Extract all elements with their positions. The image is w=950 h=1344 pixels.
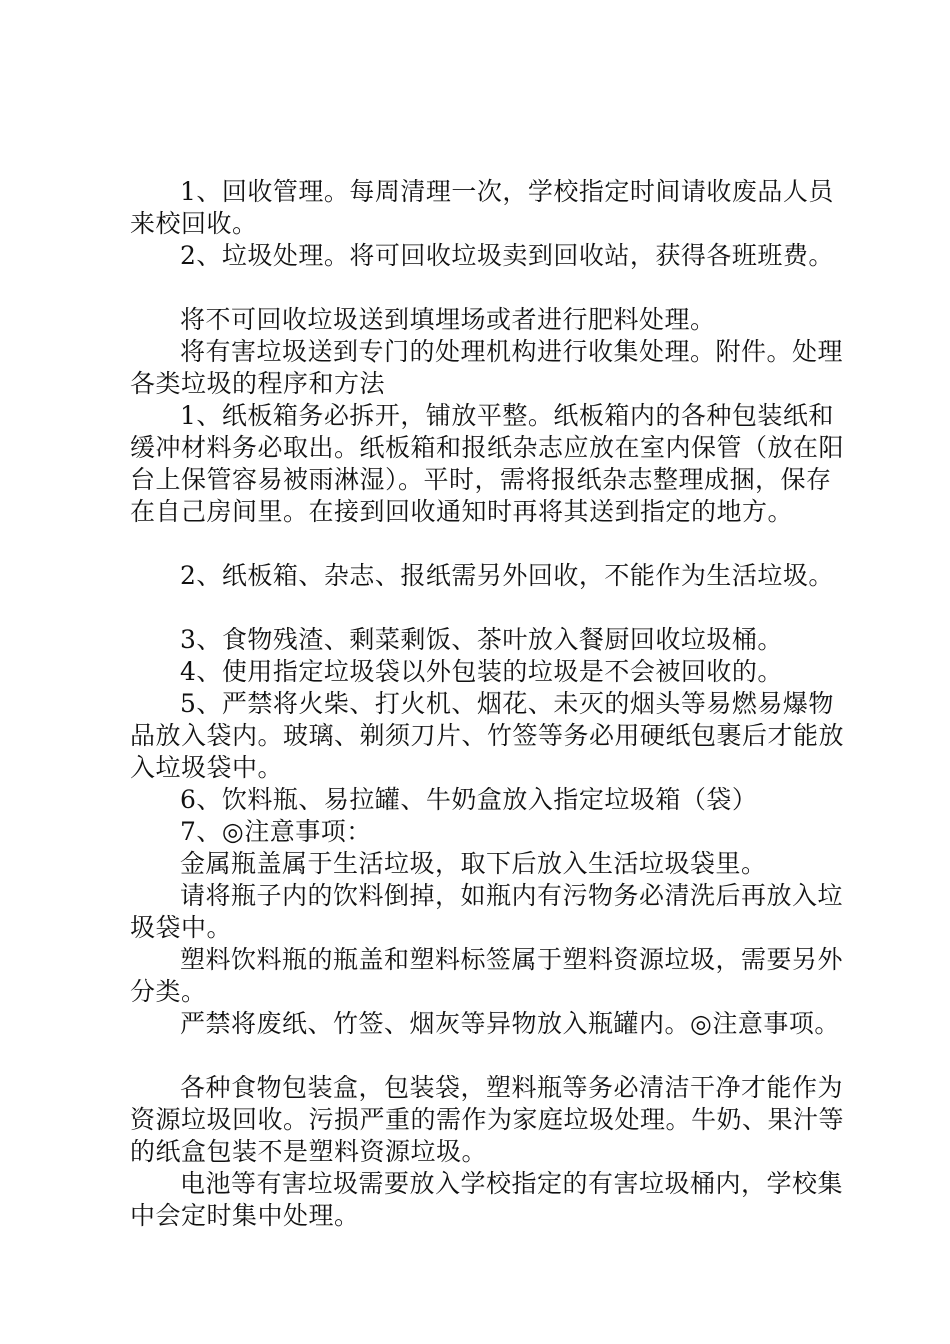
paragraph-no-foreign-objects: 严禁将废纸、竹签、烟灰等异物放入瓶罐内。◎注意事项。 <box>180 1009 840 1038</box>
paragraph-food-waste: 3、食物残渣、剩菜剩饭、茶叶放入餐厨回收垃圾桶。 <box>180 625 783 654</box>
paragraph-hazardous-attachment: 将有害垃圾送到专门的处理机构进行收集处理。附件。处理各类垃圾的程序和方法 <box>130 337 844 398</box>
paragraph-bottles-cans: 6、饮料瓶、易拉罐、牛奶盒放入指定垃圾箱（袋） <box>180 785 758 814</box>
paragraph-empty-bottles: 请将瓶子内的饮料倒掉，如瓶内有污物务必清洗后再放入垃圾袋中。 <box>130 881 844 942</box>
paragraph-plastic-caps-labels: 塑料饮料瓶的瓶盖和塑料标签属于塑料资源垃圾，需要另外分类。 <box>130 945 844 1006</box>
paragraph-recycling-management: 1、回收管理。每周清理一次，学校指定时间请收废品人员来校回收。 <box>130 177 834 238</box>
document-body <box>130 176 850 1232</box>
paragraph-notes-heading: 7、◎注意事项： <box>180 817 372 846</box>
paragraph-separate-collection: 2、纸板箱、杂志、报纸需另外回收，不能作为生活垃圾。 <box>180 561 834 590</box>
paragraph-garbage-processing: 2、垃圾处理。将可回收垃圾卖到回收站，获得各班班费。 <box>180 241 834 270</box>
paragraph-metal-caps: 金属瓶盖属于生活垃圾，取下后放入生活垃圾袋里。 <box>180 849 767 878</box>
paragraph-flammables: 5、严禁将火柴、打火机、烟花、未灭的烟头等易燃易爆物品放入袋内。玻璃、剃须刀片、竹签等务必用硬纸包裹后才能放入垃圾袋中。 <box>130 689 845 782</box>
paragraph-non-recyclable: 将不可回收垃圾送到填埋场或者进行肥料处理。 <box>180 305 716 334</box>
paragraph-packaging-clean: 各种食物包装盒，包装袋，塑料瓶等务必清洁干净才能作为资源垃圾回收。污损严重的需作为家庭垃圾处理。牛奶、果汁等的纸盒包装不是塑料资源垃圾。 <box>130 1073 845 1166</box>
paragraph-cardboard: 1、纸板箱务必拆开，铺放平整。纸板箱内的各种包装纸和缓冲材料务必取出。纸板箱和报纸杂志应放在室内保管（放在阳台上保管容易被雨淋湿）。平时，需将报纸杂志整理成捆，保存在自己房间里。在接到回收通知时再将其送到指定的地方。 <box>130 401 845 526</box>
paragraph-designated-bags: 4、使用指定垃圾袋以外包装的垃圾是不会被回收的。 <box>180 657 783 686</box>
paragraph-batteries: 电池等有害垃圾需要放入学校指定的有害垃圾桶内，学校集中会定时集中处理。 <box>130 1169 844 1230</box>
